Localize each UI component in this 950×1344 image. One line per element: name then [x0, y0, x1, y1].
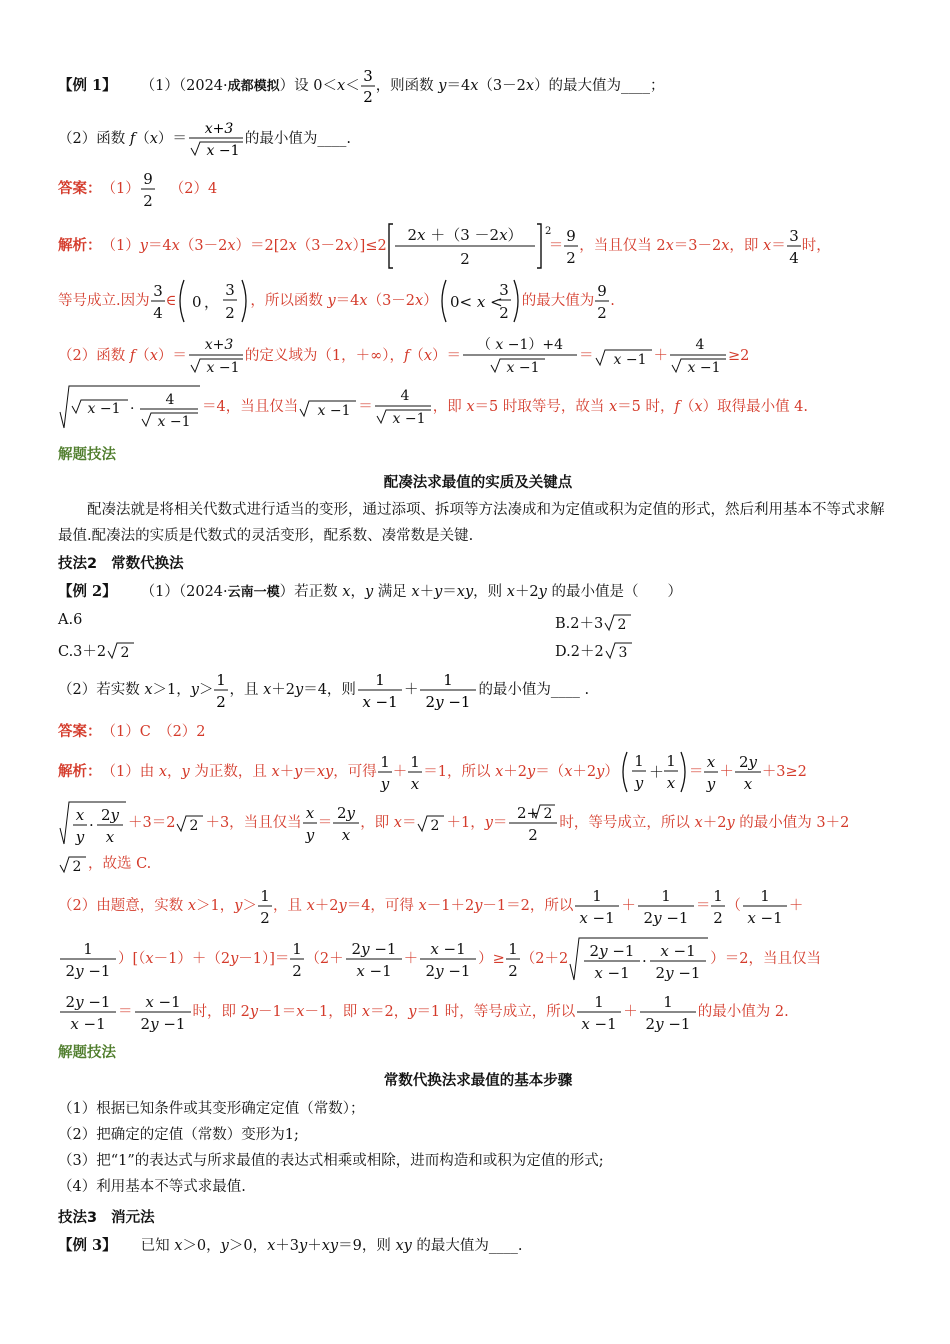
- method3-label: 技法3: [58, 1209, 98, 1226]
- svg-text:2: 2: [362, 88, 373, 106]
- svg-text:4: 4: [788, 249, 799, 267]
- ex2-question-2: （2）若实数 x＞1，y＞ 1 2 ，且 x＋2y＝4，则 1 x −1 ＋ 1 2y −1 的最小值为____ .: [58, 671, 590, 711]
- svg-text:3: 3: [498, 281, 509, 299]
- ex1-question-2: （2）函数 f（x）＝ x+3 x −1 的最小值为____.: [58, 121, 352, 159]
- svg-text:2y −1: 2y −1: [425, 693, 471, 711]
- ex1-question-1: 【例 1】 （1）（2024·成都模拟）设 0＜x＜ 3 2 ，则函数 y＝4x（3－2x）的最大值为____；: [58, 67, 665, 106]
- svg-text:x: x: [666, 774, 676, 792]
- svg-text:1: 1: [663, 993, 673, 1011]
- svg-text:1: 1: [634, 752, 644, 770]
- svg-text:x: x: [743, 775, 753, 793]
- svg-text:2: 2: [142, 192, 153, 210]
- ex2-option-b: B.2＋3 2: [555, 612, 633, 633]
- ex1-solution-1-line-2: 等号成立.因为 3 4 ∈ 0 ， 3 2 ，所以函数 y＝4x（3－2x） 0< x < 3 2 的最大值为 9 2 .: [58, 281, 615, 322]
- method3-name: 消元法: [111, 1209, 155, 1226]
- svg-text:2: 2: [498, 304, 509, 322]
- svg-text:2y −1: 2y −1: [645, 1015, 691, 1033]
- svg-text:y: y: [634, 774, 644, 792]
- svg-text:4: 4: [400, 388, 410, 404]
- tip1-title: 配凑法求最值的实质及关键点: [383, 474, 573, 491]
- svg-text:＋: ＋: [648, 763, 664, 781]
- svg-text:0: 0: [192, 293, 202, 311]
- svg-text:x+3: x+3: [204, 337, 234, 353]
- svg-text:2: 2: [713, 909, 724, 927]
- svg-text:x −1: x −1: [579, 909, 616, 927]
- ex2-option-a: A.6: [58, 612, 83, 628]
- svg-text:·: ·: [89, 816, 94, 834]
- svg-text:2y: 2y: [337, 804, 356, 822]
- svg-text:x −1: x −1: [687, 360, 721, 376]
- tip2-step-4: （4）利用基本不等式求最值.: [58, 1178, 246, 1195]
- svg-text:2: 2: [225, 304, 236, 322]
- method2-name: 常数代换法: [111, 555, 184, 572]
- svg-text:x: x: [75, 806, 85, 824]
- tip1-body: 配凑法就是将相关代数式进行适当的变形，通过添项、拆项等方法凑成和为定值或积为定值的形式，然后利用基本不等式求解最值.配凑法的实质是代数式的灵活变形，配系数、凑常数是关键.: [58, 502, 885, 544]
- svg-text:x −1: x −1: [613, 352, 647, 368]
- svg-text:2y −1: 2y −1: [351, 940, 397, 958]
- svg-text:2y −1: 2y −1: [643, 909, 689, 927]
- svg-text:2y −1: 2y −1: [65, 993, 111, 1011]
- ex2-answer: 答案： （1）C （2）2: [58, 723, 206, 740]
- svg-text:1: 1: [375, 671, 385, 689]
- svg-text:2: 2: [459, 250, 470, 268]
- svg-text:x −1: x −1: [581, 1015, 617, 1033]
- tip2-label: 解题技法: [58, 1044, 116, 1061]
- svg-text:（ x −1）+4: （ x −1）+4: [476, 337, 564, 353]
- svg-text:2y: 2y: [100, 806, 120, 824]
- ex2-solution-2-line-1: （2）由题意，实数 x＞1，y＞ 1 2 ，且 x＋2y＝4，可得 x－1＋2y－1＝2，所以 1 x −1 ＋ 1 2y −1 ＝ 1 2 （ 1 x −1 ＋: [58, 887, 804, 927]
- tip2-step-2: （2）把确定的定值（常数）变形为1;: [58, 1126, 299, 1143]
- ex2-question-1: 【例 2】 （1）（2024·云南一模）若正数 x，y 满足 x＋y＝xy，则 x＋2y 的最小值是（ ）: [58, 582, 682, 600]
- svg-text:3: 3: [152, 282, 163, 300]
- ex2-solution-1-line-1: 解析： （1）由 x，y 为正数，且 x＋y＝xy，可得 1 y ＋ 1 x ＝1，所以 x＋2y＝（x＋2y） 1 y ＋ 1 x ＝ x y ＋ 2y x ＋3≥2: [58, 752, 807, 793]
- svg-text:x −1: x −1: [157, 414, 191, 430]
- tip2-title: 常数代换法求最值的基本步骤: [383, 1072, 573, 1089]
- svg-text:2: 2: [189, 818, 199, 834]
- svg-text:1: 1: [292, 940, 303, 958]
- svg-text:2: 2: [216, 693, 227, 711]
- ex1-answer: 答案： （1） 9 2 （2）4: [58, 170, 218, 210]
- svg-text:，: ，: [204, 293, 220, 311]
- svg-text:2: 2: [508, 962, 518, 980]
- svg-text:x −1: x −1: [206, 143, 240, 159]
- svg-text:x+3: x+3: [204, 121, 234, 137]
- ex1-solution-2-line-2: x −1 · 4 x −1 ＝4，当且仅当 x −1 ＝ 4 x −1 ，即 x＝5 时取等号，故当 x＝5 时，f（x）取得最小值 4.: [58, 382, 898, 432]
- ex2-option-c: C.3＋2 2: [58, 640, 136, 661]
- svg-text:x −1: x −1: [362, 693, 398, 711]
- svg-text:2: 2: [544, 226, 552, 237]
- svg-text:1: 1: [661, 887, 671, 905]
- svg-text:x: x: [410, 775, 420, 793]
- svg-text:2y −1: 2y −1: [140, 1015, 185, 1033]
- ex3-question: 【例 3】 已知 x＞0，y＞0，x＋3y＋xy＝9，则 xy 的最大值为____.: [58, 1236, 523, 1254]
- method2-heading: [58, 552, 898, 576]
- svg-text:3: 3: [618, 645, 628, 661]
- method3-heading: [58, 1206, 898, 1230]
- svg-text:·: ·: [642, 952, 648, 970]
- svg-text:·: ·: [130, 401, 135, 417]
- svg-text:y: y: [75, 828, 85, 846]
- ex2-solution-2-line-3: 2y −1 x −1 ＝ x −1 2y −1 时，即 2y－1＝x－1，即 x＝2，y＝1 时，等号成立，所以 1 x −1 ＋ 1 2y −1 的最小值为 2.: [65, 993, 789, 1033]
- svg-text:3: 3: [225, 281, 236, 299]
- svg-text:x −1: x −1: [747, 909, 783, 927]
- svg-text:4: 4: [152, 304, 163, 322]
- svg-text:1: 1: [594, 993, 605, 1011]
- svg-text:2x ＋（3 －2x）: 2x ＋（3 －2x）: [407, 226, 523, 244]
- svg-text:2: 2: [260, 909, 270, 927]
- svg-text:3: 3: [788, 227, 799, 245]
- svg-text:2: 2: [543, 806, 553, 822]
- svg-text:2y −1: 2y −1: [65, 962, 111, 980]
- svg-text:x: x: [105, 828, 115, 846]
- svg-text:x −1: x −1: [70, 1015, 106, 1033]
- svg-text:1: 1: [713, 887, 724, 905]
- tip2-step-3: （3）把“1”的表达式与所求最值的表达式相乘或相除，进而构造和或积为定值的形式;: [58, 1152, 604, 1169]
- ex1-solution-1-line-1: 解析： （1）y＝4x（3－2x）＝2[2x（3－2x）]≤2 2x ＋（3 －2x） 2 2 ＝ 9 2 ，当且仅当 2x＝3－2x，即 x＝ 3 4 时，: [58, 226, 831, 268]
- svg-text:1: 1: [508, 940, 518, 958]
- svg-text:2y: 2y: [738, 753, 757, 771]
- method2-label: 技法2: [58, 555, 98, 572]
- svg-text:y: y: [707, 775, 716, 793]
- svg-text:9: 9: [566, 227, 577, 245]
- tip2-step-1: （1）根据已知条件或其变形确定定值（常数）；: [58, 1100, 365, 1117]
- svg-text:1: 1: [443, 671, 454, 689]
- svg-text:2: 2: [431, 818, 440, 834]
- svg-text:2y −1: 2y −1: [655, 964, 701, 982]
- svg-text:2y −1: 2y −1: [425, 962, 471, 980]
- svg-text:x: x: [707, 753, 716, 771]
- svg-text:2: 2: [292, 962, 303, 980]
- svg-text:1: 1: [260, 887, 270, 905]
- svg-text:x −1: x −1: [430, 940, 466, 958]
- svg-text:1: 1: [592, 887, 603, 905]
- svg-text:9: 9: [597, 282, 607, 300]
- svg-text:4: 4: [695, 337, 705, 353]
- svg-text:2: 2: [617, 617, 627, 633]
- ex2-option-d: D.2＋2 3: [555, 640, 634, 661]
- svg-text:1: 1: [760, 887, 770, 905]
- svg-text:x −1: x −1: [594, 964, 630, 982]
- svg-text:x −1: x −1: [660, 942, 696, 960]
- svg-text:1: 1: [83, 940, 93, 958]
- ex2-solution-1-line-2: x y · 2y x ＋3＝2 2 ＋3，当且仅当 x y ＝ 2y x ，即 x＝ 2 ＋1，y＝ 2+ 2 2 时，等号成立，所以 x＋2y 的最小值为 3＋2: [58, 798, 898, 848]
- svg-text:2y −1: 2y −1: [589, 942, 635, 960]
- svg-text:1: 1: [410, 753, 420, 771]
- svg-text:y: y: [305, 826, 314, 844]
- svg-text:x −1: x −1: [87, 401, 121, 417]
- svg-text:0< x <: 0< x <: [449, 293, 503, 311]
- svg-text:1: 1: [379, 753, 390, 771]
- svg-text:x: x: [341, 826, 351, 844]
- svg-text:x −1: x −1: [317, 403, 351, 419]
- svg-text:2+: 2+: [517, 804, 540, 822]
- svg-text:4: 4: [165, 392, 175, 408]
- svg-text:x: x: [305, 804, 314, 822]
- svg-text:1: 1: [216, 671, 227, 689]
- svg-text:2: 2: [528, 826, 539, 844]
- svg-text:2: 2: [597, 304, 607, 322]
- svg-text:x −1: x −1: [392, 411, 426, 427]
- svg-text:y: y: [380, 775, 389, 793]
- svg-text:x −1: x −1: [144, 993, 181, 1011]
- svg-text:3: 3: [362, 67, 373, 85]
- svg-text:1: 1: [666, 752, 676, 770]
- svg-text:x −1: x −1: [355, 962, 392, 980]
- ex2-solution-2-line-2: 1 2y −1 ）[（x－1）＋（2y－1）]＝ 1 2 （2＋ 2y −1 x −1 ＋ x −1 2y −1 ）≥ 1 2 （2＋2 2y −1 x −1 · x −1 2y −1 ）＝2，当且仅当: [65, 940, 821, 982]
- ex2-solution-1-line-3: 2 ，故选 C.: [58, 852, 898, 876]
- svg-text:2: 2: [120, 645, 130, 661]
- svg-text:9: 9: [142, 170, 153, 188]
- svg-text:2: 2: [72, 859, 82, 875]
- svg-text:x −1: x −1: [506, 360, 540, 376]
- svg-text:x −1: x −1: [206, 360, 240, 376]
- svg-text:2: 2: [566, 249, 577, 267]
- ex1-solution-2-line-1: （2）函数 f（x）＝ x+3 x −1 的定义域为（1，＋∞），f（x）＝ （ x −1）+4 x −1 ＝ x −1 ＋ 4 x −1 ≥2: [58, 337, 750, 376]
- tip1-label: 解题技法: [58, 446, 116, 463]
